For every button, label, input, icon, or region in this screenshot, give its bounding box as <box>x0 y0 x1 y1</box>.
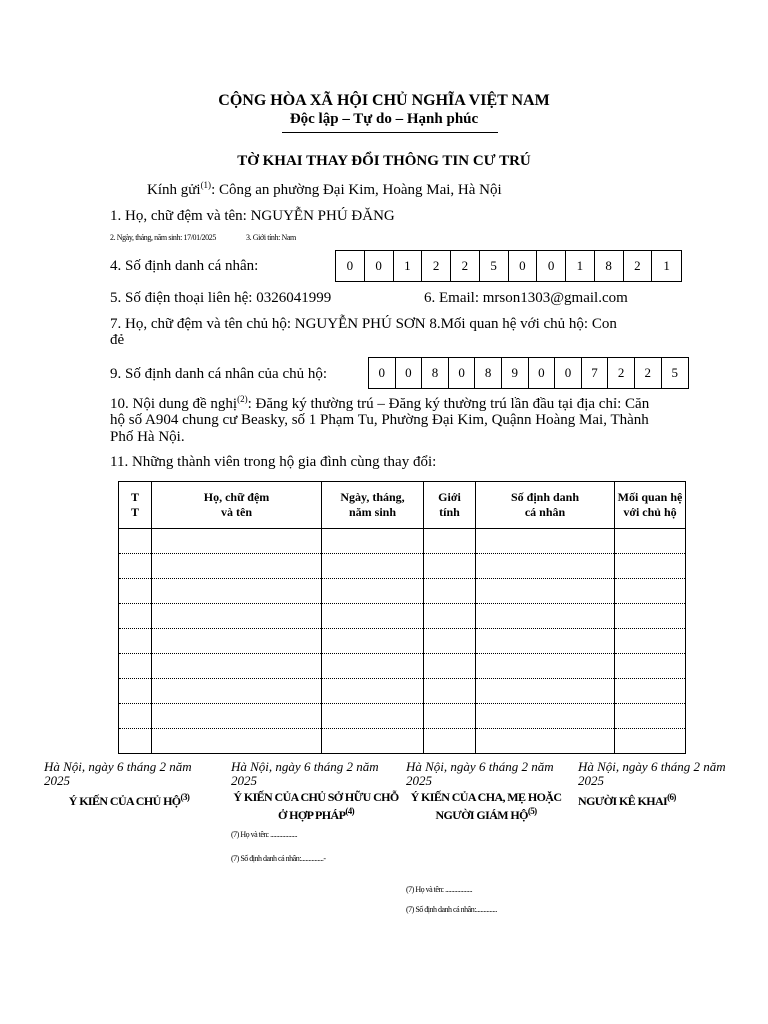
table-row <box>119 654 686 679</box>
head-id-digit: 0 <box>529 358 556 388</box>
table-cell <box>322 529 424 554</box>
table-cell <box>119 604 152 629</box>
footnote-1: (1) <box>200 180 212 190</box>
table-cell <box>476 579 615 604</box>
table-cell <box>152 704 322 729</box>
table-cell <box>615 529 686 554</box>
table-row <box>119 704 686 729</box>
table-cell <box>476 604 615 629</box>
head-id-label: 9. Số định danh cá nhân của chủ hộ: <box>110 366 328 382</box>
signature-date: Hà Nội, ngày 6 tháng 2 năm 2025 <box>406 759 554 788</box>
table-cell <box>476 704 615 729</box>
signature-date: Hà Nội, ngày 6 tháng 2 năm 2025 <box>44 759 192 788</box>
personal-id-digit: 1 <box>394 251 423 281</box>
personal-id-digit: 2 <box>451 251 480 281</box>
table-cell <box>152 604 322 629</box>
col-gender: Giới tính <box>424 482 476 529</box>
personal-id-boxes <box>335 250 682 282</box>
table-cell <box>424 729 476 754</box>
table-cell <box>424 529 476 554</box>
table-cell <box>615 579 686 604</box>
table-cell <box>615 704 686 729</box>
personal-id-digit: 0 <box>365 251 394 281</box>
head-id-digit: 8 <box>422 358 449 388</box>
table-cell <box>424 554 476 579</box>
table-cell <box>476 679 615 704</box>
recipient-line <box>147 180 502 199</box>
table-cell <box>424 604 476 629</box>
personal-id-label: 4. Số định danh cá nhân: <box>110 258 259 274</box>
head-id-digit: 0 <box>555 358 582 388</box>
head-id-digit: 7 <box>582 358 609 388</box>
table-cell <box>119 529 152 554</box>
head-id-digit: 8 <box>475 358 502 388</box>
personal-id-digit: 1 <box>663 258 670 273</box>
table-row <box>119 554 686 579</box>
table-cell <box>424 679 476 704</box>
table-cell <box>152 654 322 679</box>
head-id-digit: 9 <box>502 358 529 388</box>
full-name-field: 1. Họ, chữ đệm và tên: NGUYỄN PHÚ ĐĂNG <box>110 208 395 224</box>
personal-id-digit: 0 <box>537 251 566 281</box>
signature-role: Ý KIẾN CỦA CHA, MẸ HOẶC NGƯỜI GIÁM HỘ$^{(5)}$ <box>410 790 562 822</box>
owner-id-line: (7) Số định danh cá nhân:...............- <box>231 854 326 863</box>
head-id-boxes <box>368 357 689 389</box>
table-cell <box>322 654 424 679</box>
col-id: Số định danh cá nhân <box>476 482 615 529</box>
table-cell <box>615 679 686 704</box>
motto: Độc lập – Tự do – Hạnh phúc <box>289 111 479 127</box>
table-cell <box>322 554 424 579</box>
table-cell <box>424 629 476 654</box>
table-cell <box>119 554 152 579</box>
personal-id-digit: 2 <box>624 251 653 281</box>
table-header-row <box>119 482 686 529</box>
republic-heading: CỘNG HÒA XÃ HỘI CHỦ NGHĨA VIỆT NAM <box>218 92 550 109</box>
head-id-digit: 0 <box>396 358 423 388</box>
col-dob: Ngày, tháng, năm sinh <box>322 482 424 529</box>
request-content-line3: Phố Hà Nội. <box>110 429 185 445</box>
col-relation: Mối quan hệ với chủ hộ <box>615 482 686 529</box>
table-cell <box>322 629 424 654</box>
signature-date: Hà Nội, ngày 6 tháng 2 năm 2025 <box>578 759 726 788</box>
personal-id-digit: 5 <box>480 251 509 281</box>
guardian-name-line: (7) Họ và tên: .................. <box>406 885 473 894</box>
table-cell <box>322 704 424 729</box>
table-cell <box>152 554 322 579</box>
table-row <box>119 729 686 754</box>
table-cell <box>152 579 322 604</box>
request-text-1: : Đăng ký thường trú – Đăng ký thường trú lần đầu tại địa chỉ: Căn <box>247 396 650 412</box>
table-cell <box>322 679 424 704</box>
head-id-digit: 0 <box>369 358 396 388</box>
table-cell <box>119 629 152 654</box>
table-cell <box>152 629 322 654</box>
request-content-line1 <box>110 394 649 413</box>
personal-id-digit: 2 <box>422 251 451 281</box>
table-cell <box>615 654 686 679</box>
table-cell <box>615 604 686 629</box>
owner-name-line: (7) Họ và tên: .................. <box>231 830 298 839</box>
guardian-id-line: (7) Số định danh cá nhân:.............. <box>406 905 497 914</box>
col-name: Họ, chữ đệm và tên <box>152 482 322 529</box>
table-row <box>119 529 686 554</box>
table-cell <box>476 729 615 754</box>
recipient-value: : Công an phường Đại Kim, Hoàng Mai, Hà Nội <box>211 182 502 198</box>
table-cell <box>322 579 424 604</box>
table-cell <box>615 629 686 654</box>
personal-id-digit: 0 <box>509 251 538 281</box>
table-cell <box>322 604 424 629</box>
signature-role: NGƯỜI KÊ KHAI$^{(6)}$ <box>578 792 676 808</box>
table-cell <box>119 679 152 704</box>
signature-role: Ý KIẾN CỦA CHỦ HỘ$^{(3)}$ <box>68 792 190 808</box>
members-heading: 11. Những thành viên trong hộ gia đình cùng thay đổi: <box>110 454 437 470</box>
signature-role: Ý KIẾN CỦA CHỦ SỞ HỮU CHỖ Ở HỢP PHÁP$^{(4)}$ <box>233 790 399 822</box>
phone-field: 5. Số điện thoại liên hệ: 0326041999 <box>110 290 332 306</box>
table-cell <box>476 554 615 579</box>
table-row <box>119 604 686 629</box>
head-id-digit: 5 <box>671 365 679 380</box>
table-cell <box>476 529 615 554</box>
request-content-line2: hộ số A904 chung cư Beasky, số 1 Phạm Tu, Phường Đại Kim, Quậnn Hoàng Mai, Thành <box>110 412 649 428</box>
table-cell <box>476 629 615 654</box>
table-cell <box>424 704 476 729</box>
table-row <box>119 679 686 704</box>
table-cell <box>615 729 686 754</box>
recipient-label: Kính gửi <box>147 182 201 198</box>
signature-date: Hà Nội, ngày 6 tháng 2 năm 2025 <box>231 759 379 788</box>
table-cell <box>615 554 686 579</box>
request-prefix: 10. Nội dung đề nghị <box>110 396 238 412</box>
head-id-digit: 0 <box>449 358 476 388</box>
table-cell <box>119 579 152 604</box>
head-id-digit: 2 <box>635 358 662 388</box>
table-cell <box>424 579 476 604</box>
table-cell <box>119 729 152 754</box>
head-id-digit: 2 <box>608 358 635 388</box>
email-field: 6. Email: mrson1303@gmail.com <box>424 290 628 306</box>
signature-guardian <box>406 760 566 822</box>
signature-declarant <box>578 760 728 808</box>
signature-owner <box>231 760 401 866</box>
table-cell <box>152 529 322 554</box>
personal-id-digit: 1 <box>566 251 595 281</box>
personal-id-digit: 8 <box>595 251 624 281</box>
relationship-continuation: đẻ <box>110 332 125 348</box>
col-stt: T T <box>119 482 152 529</box>
table-row <box>119 629 686 654</box>
table-row <box>119 579 686 604</box>
table-cell <box>424 654 476 679</box>
table-cell <box>152 679 322 704</box>
members-table <box>118 481 686 754</box>
table-cell <box>119 704 152 729</box>
signature-household-head <box>44 760 214 808</box>
table-cell <box>119 654 152 679</box>
footnote-2: (2) <box>237 394 248 404</box>
motto-underline <box>282 132 498 133</box>
table-cell <box>322 729 424 754</box>
table-cell <box>152 729 322 754</box>
personal-id-digit: 0 <box>336 251 365 281</box>
birth-date-field: 2. Ngày, tháng, năm sinh: 17/01/2025 <box>110 233 216 242</box>
household-head-field: 7. Họ, chữ đệm và tên chủ hộ: NGUYỄN PHÚ SƠN 8.Mối quan hệ với chủ hộ: Con <box>110 316 617 332</box>
table-cell <box>476 654 615 679</box>
form-title: TỜ KHAI THAY ĐỔI THÔNG TIN CƯ TRÚ <box>237 153 531 169</box>
gender-field: 3. Giới tính: Nam <box>246 233 296 242</box>
